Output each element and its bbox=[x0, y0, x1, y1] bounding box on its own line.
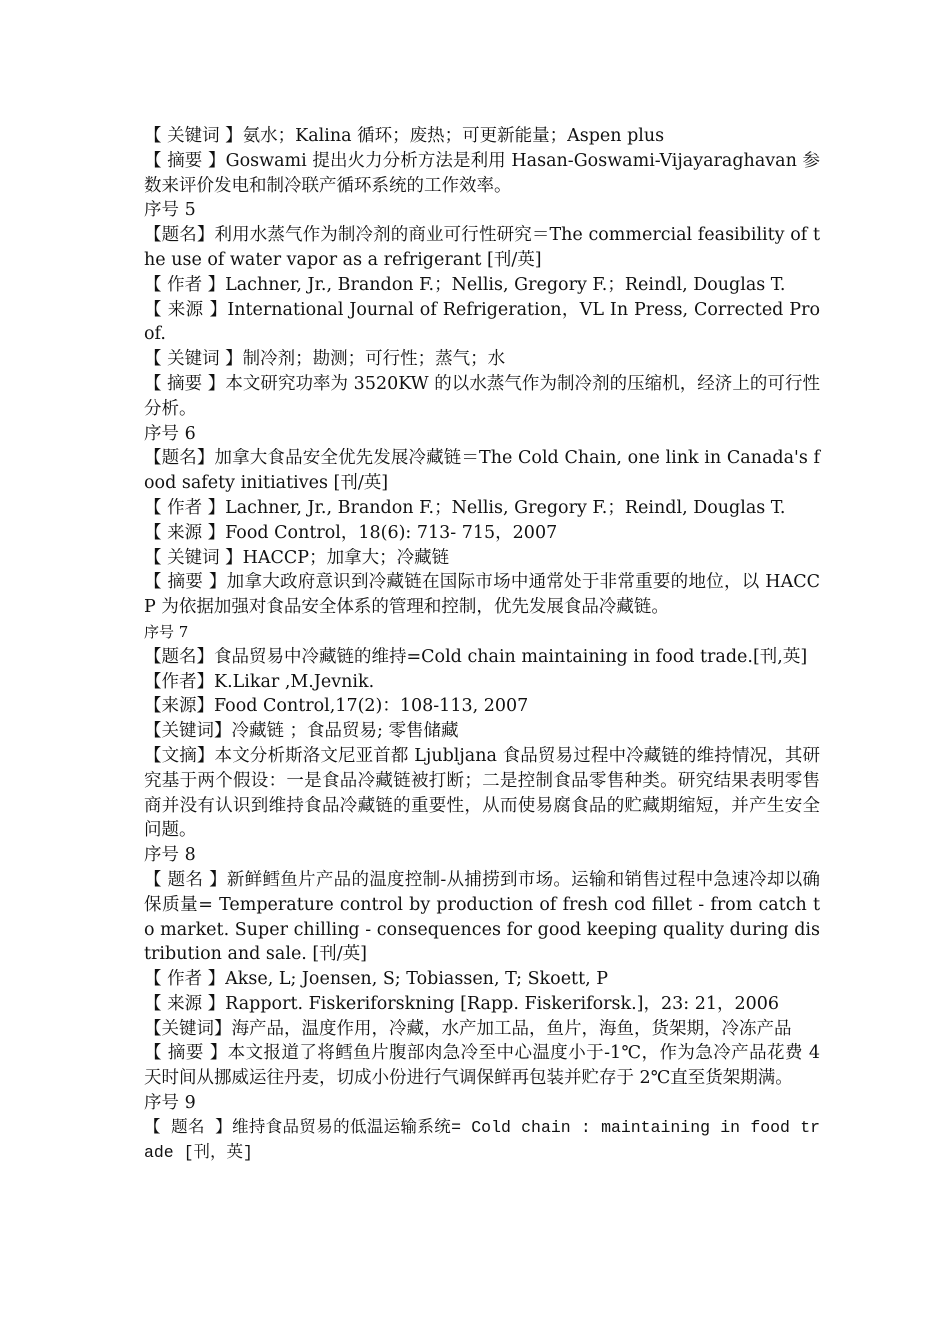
title-6: 【题名】加拿大食品安全优先发展冷藏链＝The Cold Chain, one link in Canada's food safety initiatives [刊/英] bbox=[144, 448, 820, 494]
abstract-8: 【 摘要 】本文报道了将鳕鱼片腹部肉急冷至中心温度小于-1℃，作为急冷产品花费 4 天时间从挪威运往丹麦，切成小份进行气调保鲜再包装并贮存于 2℃直至货架期满。 bbox=[144, 1043, 820, 1089]
source-5: 【 来源 】International Journal of Refrigeration，VL In Press, Corrected Proof. bbox=[144, 299, 820, 345]
keywords-4: 【 关键词 】氨水；Kalina 循环；废热；可更新能量；Aspen plus bbox=[144, 126, 665, 146]
keywords-5: 【 关键词 】制冷剂；勘测；可行性；蒸气；水 bbox=[144, 349, 506, 370]
abstract-6: 【 摘要 】加拿大政府意识到冷藏链在国际市场中通常处于非常重要的地位，以 HACCP 为依据加强对食品安全体系的管理和控制，优先发展食品冷藏链。 bbox=[144, 572, 820, 618]
source-7: 【来源】Food Control,17(2)：108-113, 2007 bbox=[144, 696, 529, 717]
authors-7: 【作者】K.Likar ,M.Jevnik. bbox=[144, 671, 375, 692]
abstract-5: 【 摘要 】本文研究功率为 3520KW 的以水蒸气作为制冷剂的压缩机，经济上的可行性分析。 bbox=[144, 373, 820, 419]
title-5: 【题名】利用水蒸气作为制冷剂的商业可行性研究＝The commercial feasibility of the use of water vapor as a refrigerant [刊/英] bbox=[144, 225, 820, 270]
entry-number-8: 序号 8 bbox=[144, 845, 196, 866]
entry-number-9: 序号 9 bbox=[144, 1093, 196, 1114]
document-page bbox=[144, 124, 820, 1165]
entry-number-6: 序号 6 bbox=[144, 423, 196, 444]
keywords-6: 【 关键词 】HACCP；加拿大；冷藏链 bbox=[144, 547, 450, 568]
entry-number-7: 序号 7 bbox=[144, 622, 189, 641]
keywords-7: 【关键词】冷藏链 ；食品贸易; 零售储藏 bbox=[144, 721, 459, 742]
title-9: 【 题名 】维持食品贸易的低温运输系统= Cold chain : maintaining in food trade [刊，英] bbox=[144, 1117, 820, 1162]
entry-number-5: 序号 5 bbox=[144, 200, 196, 221]
source-6: 【 来源 】Food Control，18(6): 713- 715，2007 bbox=[144, 522, 558, 543]
abstract-4: 【 摘要 】Goswami 提出火力分析方法是利用 Hasan-Goswami-Vijayaraghavan 参数来评价发电和制冷联产循环系统的工作效率。 bbox=[144, 150, 820, 196]
title-8: 【 题名 】新鲜鳕鱼片产品的温度控制-从捕捞到市场。运输和销售过程中急速冷却以确保质量= Temperature control by production of fresh cod fillet - from catch to market. Super chilling - consequences for good keeping quality during distribution and sale. [刊/英] bbox=[144, 869, 820, 965]
keywords-8: 【关键词】海产品，温度作用，冷藏，水产加工品，鱼片，海鱼，货架期，冷冻产品 bbox=[144, 1018, 792, 1039]
authors-6: 【 作者 】Lachner, Jr., Brandon F.；Nellis, Gregory F.；Reindl, Douglas T. bbox=[144, 497, 786, 518]
title-7: 【题名】食品贸易中冷藏链的维持=Cold chain maintaining in food trade.[刊,英] bbox=[144, 646, 808, 667]
source-8: 【 来源 】Rapport. Fiskeriforskning [Rapp. Fiskeriforsk.]，23: 21，2006 bbox=[144, 993, 780, 1014]
abstract-7: 【文摘】本文分析斯洛文尼亚首都 Ljubljana 食品贸易过程中冷藏链的维持情况，其研究基于两个假设：一是食品冷藏链被打断；二是控制食品零售种类。研究结果表明零售商并没有认识到维持食品冷藏链的重要性，从而使易腐食品的贮藏期缩短，并产生安全问题。 bbox=[144, 745, 820, 841]
authors-8: 【 作者 】Akse, L; Joensen, S; Tobiassen, T; Skoett, P bbox=[144, 969, 609, 990]
authors-5: 【 作者 】Lachner, Jr., Brandon F.；Nellis, Gregory F.；Reindl, Douglas T. bbox=[144, 274, 786, 295]
